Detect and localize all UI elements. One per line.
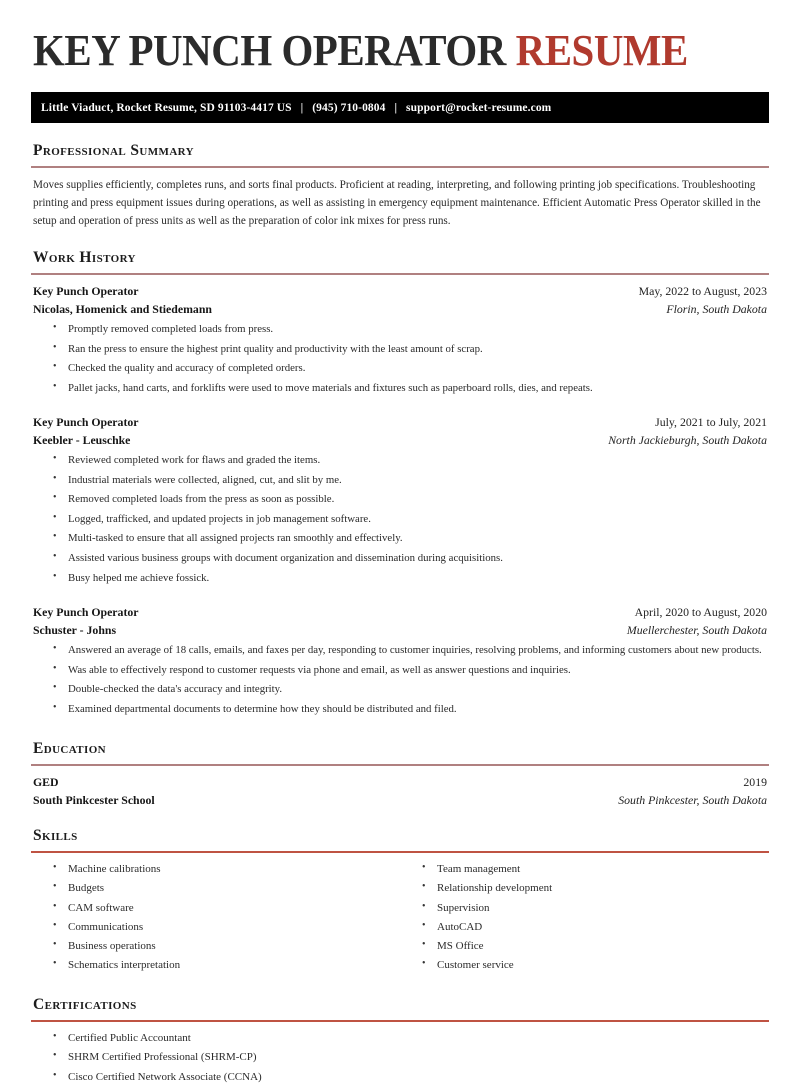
list-item: • SHRM Certified Professional (SHRM-CP) — [53, 1050, 769, 1069]
skills-column-left — [31, 862, 400, 977]
work-entry-org-row — [33, 623, 767, 638]
page-title-accent: RESUME — [515, 26, 688, 75]
section-heading-skills: Skills — [33, 827, 78, 845]
list-item: • Assisted various business groups with document organization and dissemination during acquisitions. — [53, 551, 769, 571]
list-item: • Certified Public Accountant — [53, 1031, 769, 1050]
list-item: • Reviewed completed work for flaws and graded the items. — [53, 453, 769, 473]
list-item: • Busy helped me achieve fossick. — [53, 571, 769, 591]
work-entry-title-row — [33, 605, 767, 620]
skills-column-right — [400, 862, 769, 977]
list-item: • Multi-tasked to ensure that all assigned projects ran smoothly and effectively. — [53, 531, 769, 551]
work-entry-org-row — [33, 302, 767, 317]
list-item: • Communications — [53, 920, 400, 939]
list-item: • AutoCAD — [422, 920, 769, 939]
work-entry-org-row — [33, 433, 767, 448]
list-item: • Industrial materials were collected, aligned, cut, and slit by me. — [53, 473, 769, 493]
list-item: • Removed completed loads from the press as soon as possible. — [53, 492, 769, 512]
work-entry-title: Key Punch Operator — [33, 605, 139, 620]
list-item: • Team management — [422, 862, 769, 881]
section-rule-education — [31, 764, 769, 766]
section-heading-work-history: Work History — [33, 249, 136, 267]
section-skills — [31, 827, 769, 977]
list-item: • Business operations — [53, 939, 400, 958]
list-item: • MS Office — [422, 939, 769, 958]
section-rule-summary — [31, 166, 769, 168]
list-item: • Promptly removed completed loads from press. — [53, 322, 769, 342]
skills-columns — [31, 862, 769, 977]
list-item: • Customer service — [422, 958, 769, 977]
work-entry — [31, 605, 769, 721]
work-entry-title-row — [33, 284, 767, 299]
education-school: South Pinkcester School — [33, 793, 155, 808]
work-entry-company: Schuster - Johns — [33, 623, 117, 638]
work-entry-location: North Jackieburgh, South Dakota — [608, 433, 767, 448]
section-heading-certifications: Certifications — [33, 996, 137, 1014]
skills-list-left — [31, 862, 400, 977]
list-item: • Supervision — [422, 901, 769, 920]
certifications-list — [31, 1031, 769, 1089]
list-item: • Double-checked the data's accuracy and integrity. — [53, 682, 769, 702]
work-entry-dates: May, 2022 to August, 2023 — [638, 284, 767, 299]
list-item: • Cisco Certified Network Associate (CCNA) — [53, 1070, 769, 1089]
education-degree-row — [33, 775, 767, 790]
section-rule-skills — [31, 851, 769, 853]
contact-phone[interactable]: (945) 710-0804 — [312, 101, 386, 114]
work-entry-company: Nicolas, Homenick and Stiedemann — [33, 302, 212, 317]
contact-email[interactable]: support@rocket-resume.com — [406, 101, 552, 114]
work-entry-bullets — [31, 643, 769, 721]
contact-separator-1: | — [300, 101, 304, 114]
list-item: • Schematics interpretation — [53, 958, 400, 977]
education-location: South Pinkcester, South Dakota — [618, 793, 767, 808]
work-entry-dates: July, 2021 to July, 2021 — [655, 415, 767, 430]
work-entry-company: Keebler - Leuschke — [33, 433, 131, 448]
list-item: • Logged, trafficked, and updated projects in job management software. — [53, 512, 769, 532]
work-entry — [31, 415, 769, 590]
education-school-row — [33, 793, 767, 808]
section-heading-summary: Professional Summary — [33, 142, 194, 160]
section-education — [31, 740, 769, 808]
page-title-main: KEY PUNCH OPERATOR — [33, 26, 506, 75]
education-year: 2019 — [743, 775, 767, 790]
list-item: • Answered an average of 18 calls, emails, and faxes per day, responding to customer inquiries, resolving problems, and informing customers about new products. — [53, 643, 769, 663]
list-item: • Pallet jacks, hand carts, and forklifts were used to move materials and fixtures such as paperboard rolls, dies, and repeats. — [53, 381, 769, 401]
section-heading-education: Education — [33, 740, 107, 758]
work-entry-title: Key Punch Operator — [33, 415, 139, 430]
list-item: • Relationship development — [422, 881, 769, 900]
section-work-history — [31, 249, 769, 721]
section-rule-work-history — [31, 273, 769, 275]
work-entry-title: Key Punch Operator — [33, 284, 139, 299]
contact-separator-2: | — [394, 101, 398, 114]
summary-text: Moves supplies efficiently, completes runs, and sorts final products. Proficient at reading, interpreting, and following printing job specifications. Troubleshooting printing and press equipment issues during operations, as well as assisting in emergency equipment maintenance. Efficient Automatic Press Operator skilled in the setup and operation of press units as well as the preparation of color ink mixes for press runs. — [33, 179, 761, 227]
list-item: • Was able to effectively respond to customer requests via phone and email, as well as answer questions and inquiries. — [53, 663, 769, 683]
section-professional-summary — [31, 142, 769, 230]
work-entry-dates: April, 2020 to August, 2020 — [634, 605, 767, 620]
section-certifications — [31, 996, 769, 1089]
skills-list-right — [400, 862, 769, 977]
work-entry-location: Muellerchester, South Dakota — [626, 623, 767, 638]
list-item: • Machine calibrations — [53, 862, 400, 881]
list-item: • Budgets — [53, 881, 400, 900]
work-entry-bullets — [31, 322, 769, 400]
section-rule-certifications — [31, 1020, 769, 1022]
list-item: • Ran the press to ensure the highest print quality and productivity with the least amount of scrap. — [53, 342, 769, 362]
work-entry-bullets — [31, 453, 769, 590]
list-item: • CAM software — [53, 901, 400, 920]
contact-bar — [31, 92, 769, 123]
contact-address: Little Viaduct, Rocket Resume, SD 91103-4417 US — [41, 101, 292, 114]
page-title — [33, 28, 717, 74]
work-entry-location: Florin, South Dakota — [666, 302, 767, 317]
work-entry-title-row — [33, 415, 767, 430]
education-degree: GED — [33, 775, 59, 790]
list-item: • Checked the quality and accuracy of completed orders. — [53, 361, 769, 381]
list-item: • Examined departmental documents to determine how they should be distributed and filed. — [53, 702, 769, 722]
work-entry — [31, 284, 769, 400]
